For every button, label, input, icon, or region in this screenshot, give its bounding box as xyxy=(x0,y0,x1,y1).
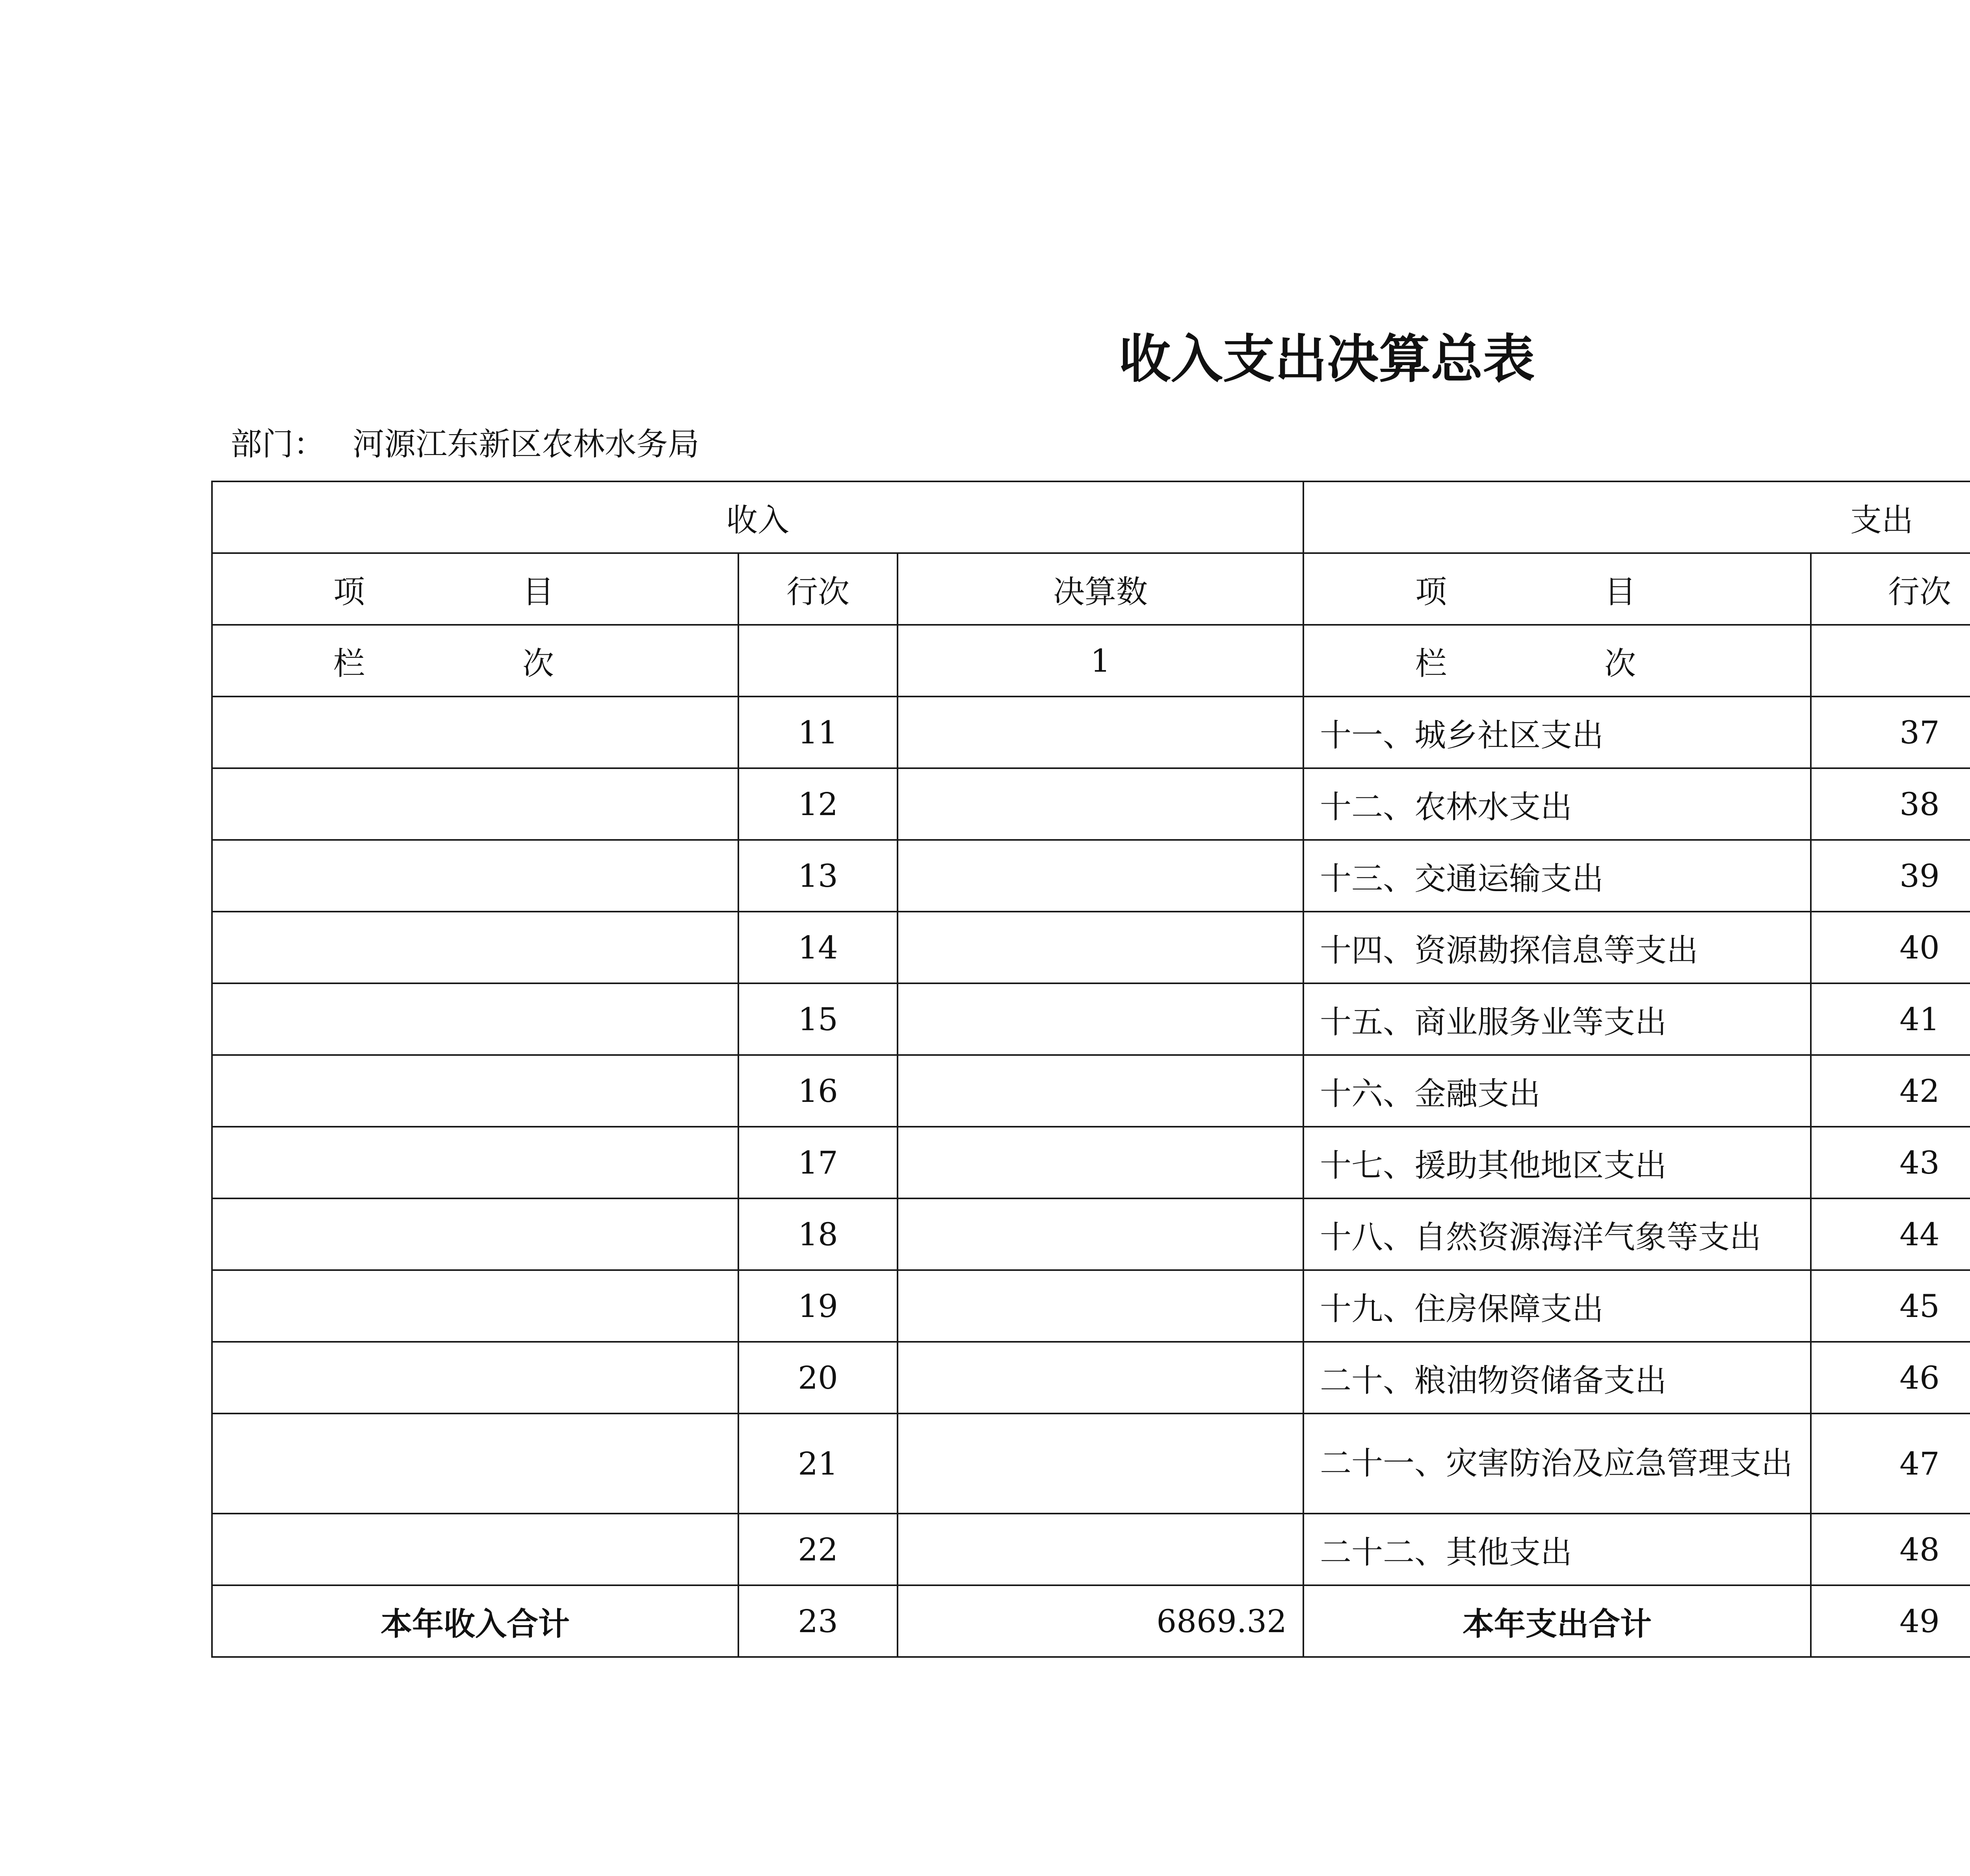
table-row xyxy=(212,1414,1970,1514)
department-info xyxy=(230,421,699,468)
table-row xyxy=(212,1342,1970,1414)
income-row-no-cell: 19 xyxy=(738,1270,898,1342)
income-row-no-cell: 20 xyxy=(738,1342,898,1414)
table-row xyxy=(212,912,1970,983)
income-row-no-cell: 21 xyxy=(738,1414,898,1514)
expense-row-no-cell: 45 xyxy=(1811,1270,1970,1342)
expense-row-no-cell: 40 xyxy=(1811,912,1970,983)
income-row-no-cell: 18 xyxy=(738,1198,898,1270)
income-amount-header: 决算数 xyxy=(898,553,1303,625)
report-title: 收入支出决算总表 xyxy=(1119,329,1535,390)
expense-item-cell: 十一、城乡社区支出 xyxy=(1303,697,1811,768)
income-row-no-cell: 16 xyxy=(738,1055,898,1127)
income-item-cell xyxy=(212,1270,738,1342)
income-column-index-blank xyxy=(738,625,898,697)
report-meta xyxy=(230,421,1970,468)
income-item-cell xyxy=(212,1127,738,1198)
income-total-row-no: 23 xyxy=(738,1585,898,1657)
expense-row-no-cell: 48 xyxy=(1811,1514,1970,1585)
expense-item-cell: 二十二、其他支出 xyxy=(1303,1514,1811,1585)
expense-total-row-no: 49 xyxy=(1811,1585,1970,1657)
department-label: 部门： xyxy=(230,426,325,462)
income-row-no-cell: 12 xyxy=(738,768,898,840)
income-item-header: 项 目 xyxy=(212,553,738,625)
expense-row-no-cell: 37 xyxy=(1811,697,1970,768)
expense-group-header: 支出 xyxy=(1303,481,1970,553)
expense-item-cell: 十九、住房保障支出 xyxy=(1303,1270,1811,1342)
income-item-cell xyxy=(212,1342,738,1414)
expense-row-no-cell: 46 xyxy=(1811,1342,1970,1414)
expense-item-cell: 二十、粮油物资储备支出 xyxy=(1303,1342,1811,1414)
expense-item-cell: 十三、交通运输支出 xyxy=(1303,840,1811,912)
expense-row-no-cell: 38 xyxy=(1811,768,1970,840)
table-row xyxy=(212,840,1970,912)
income-item-cell xyxy=(212,983,738,1055)
income-row-no-cell: 14 xyxy=(738,912,898,983)
income-item-cell xyxy=(212,912,738,983)
income-amount-cell xyxy=(898,1055,1303,1127)
expense-item-cell: 十二、农林水支出 xyxy=(1303,768,1811,840)
income-row-no-cell: 13 xyxy=(738,840,898,912)
expense-item-cell: 十五、商业服务业等支出 xyxy=(1303,983,1811,1055)
expense-row-no-cell: 42 xyxy=(1811,1055,1970,1127)
income-amount-cell xyxy=(898,697,1303,768)
column-header-row xyxy=(212,553,1970,625)
expense-row-no-header: 行次 xyxy=(1811,553,1970,625)
income-amount-cell xyxy=(898,1514,1303,1585)
income-group-header: 收入 xyxy=(212,481,1303,553)
expense-item-cell: 二十一、灾害防治及应急管理支出 xyxy=(1303,1414,1811,1514)
expense-row-no-cell: 47 xyxy=(1811,1414,1970,1514)
income-amount-cell xyxy=(898,1414,1303,1514)
income-column-label: 栏 次 xyxy=(212,625,738,697)
expense-item-cell: 十八、自然资源海洋气象等支出 xyxy=(1303,1198,1811,1270)
income-amount-cell xyxy=(898,912,1303,983)
income-amount-cell xyxy=(898,840,1303,912)
expense-item-header: 项 目 xyxy=(1303,553,1811,625)
income-item-cell xyxy=(212,1198,738,1270)
expense-column-label: 栏 次 xyxy=(1303,625,1811,697)
income-amount-cell xyxy=(898,1127,1303,1198)
table-row xyxy=(212,768,1970,840)
table-row xyxy=(212,983,1970,1055)
income-amount-cell xyxy=(898,1342,1303,1414)
income-total-amount: 6869.32 xyxy=(898,1585,1303,1657)
group-header-row xyxy=(212,481,1970,553)
expense-column-index-blank xyxy=(1811,625,1970,697)
income-total-label: 本年收入合计 xyxy=(212,1585,738,1657)
expense-row-no-cell: 39 xyxy=(1811,840,1970,912)
income-amount-cell xyxy=(898,768,1303,840)
totals-row xyxy=(212,1585,1970,1657)
income-row-no-cell: 15 xyxy=(738,983,898,1055)
table-row xyxy=(212,1198,1970,1270)
income-item-cell xyxy=(212,1514,738,1585)
expense-row-no-cell: 43 xyxy=(1811,1127,1970,1198)
income-item-cell xyxy=(212,840,738,912)
income-row-no-cell: 11 xyxy=(738,697,898,768)
table-row xyxy=(212,1514,1970,1585)
table-row xyxy=(212,1055,1970,1127)
income-row-no-header: 行次 xyxy=(738,553,898,625)
income-item-cell xyxy=(212,1055,738,1127)
expense-item-cell: 十七、援助其他地区支出 xyxy=(1303,1127,1811,1198)
table-row xyxy=(212,697,1970,768)
expense-item-cell: 十六、金融支出 xyxy=(1303,1055,1811,1127)
expense-row-no-cell: 44 xyxy=(1811,1198,1970,1270)
department-name: 河源江东新区农林水务局 xyxy=(353,426,699,462)
expense-total-label: 本年支出合计 xyxy=(1303,1585,1811,1657)
income-item-cell xyxy=(212,697,738,768)
income-amount-cell xyxy=(898,1198,1303,1270)
income-item-cell xyxy=(212,768,738,840)
income-row-no-cell: 17 xyxy=(738,1127,898,1198)
income-amount-cell xyxy=(898,983,1303,1055)
expense-item-cell: 十四、资源勘探信息等支出 xyxy=(1303,912,1811,983)
income-item-cell xyxy=(212,1414,738,1514)
table-row xyxy=(212,1270,1970,1342)
income-amount-cell xyxy=(898,1270,1303,1342)
income-expense-table xyxy=(211,481,1970,1658)
income-row-no-cell: 22 xyxy=(738,1514,898,1585)
income-column-no: 1 xyxy=(898,625,1303,697)
expense-row-no-cell: 41 xyxy=(1811,983,1970,1055)
table-row xyxy=(212,1127,1970,1198)
column-index-row xyxy=(212,625,1970,697)
